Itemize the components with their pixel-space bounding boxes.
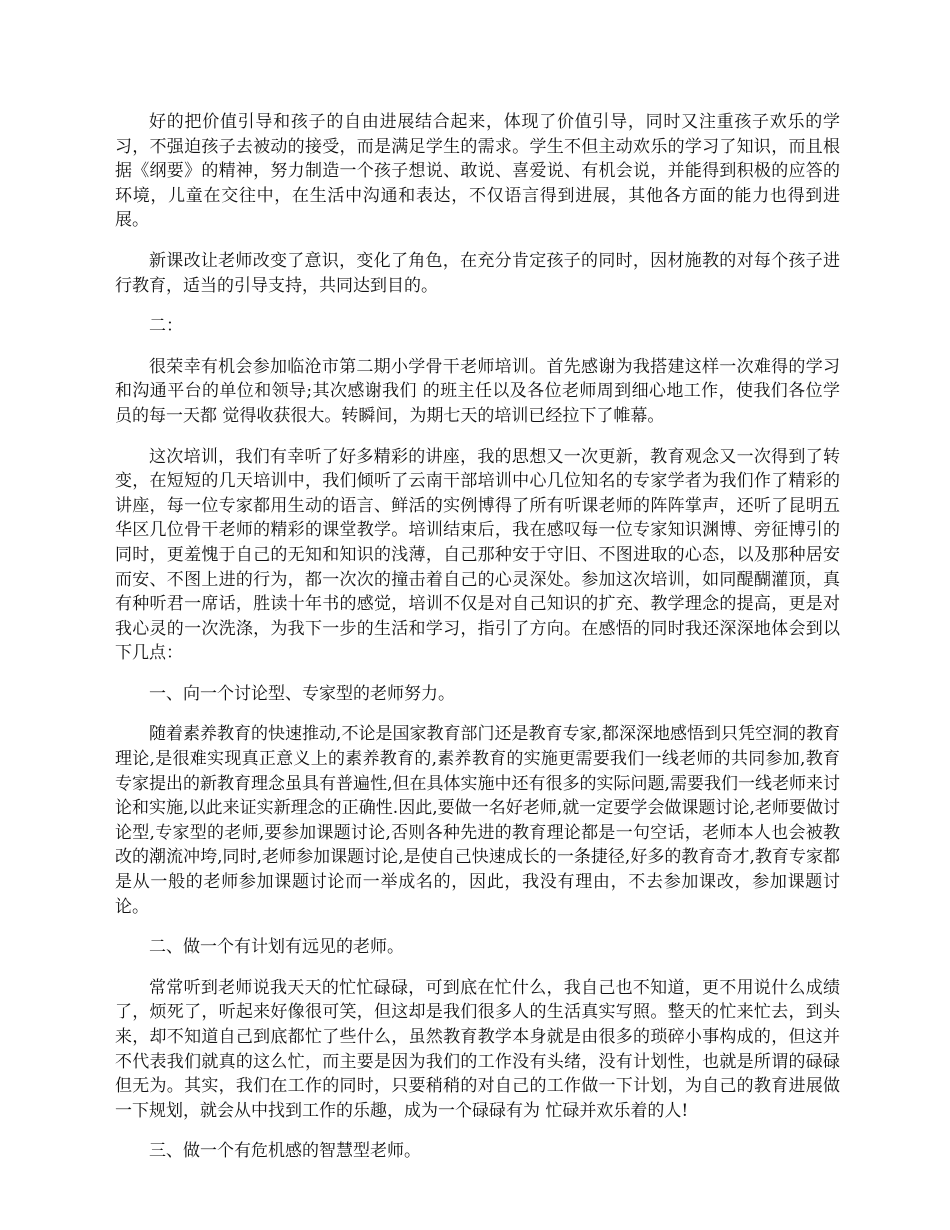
- paragraph-training-reflection: 这次培训，我们有幸听了好多精彩的讲座，我的思想又一次更新，教育观念又一次得到了转变，在短短的几天培训中，我们倾听了云南干部培训中心几位知名的专家学者为我们作了精彩的讲座，每一位专家都用生动的语言、鲜活的实例博得了所有听课老师的阵阵掌声，还听了昆明五华区几位骨干老师的精彩的课堂教学。培训结束后，我在感叹每一位专家知识渊博、旁征博引的同时，更羞愧于自己的无知和知识的浅薄，自己那种安于守旧、不图进取的心态，以及那种居安而安、不图上进的行为，都一次次的撞击着自己的心灵深处。参加这次培训，如同醍醐灌顶，真有种听君一席话，胜读十年书的感觉，培训不仅是对自己知识的扩充、教学理念的提高，更是对我心灵的一次洗涤，为我下一步的生活和学习，指引了方向。在感悟的同时我还深深地体会到以下几点：: [115, 446, 840, 664]
- point-two-heading: 二、做一个有计划有远见的老师。: [149, 937, 404, 958]
- section-two-heading: 二：: [149, 316, 183, 337]
- paragraph-research-teacher: 随着素养教育的快速推动,不论是国家教育部门还是教育专家,都深深地感悟到只凭空洞的教育理论,是很难实现真正意义上的素养教育的,素养教育的实施更需要我们一线老师的共同参加,教育专家提出的新教育理念虽具有普遍性,但在具体实施中还有很多的实际问题,需要我们一线老师来讨论和实施,以此来证实新理念的正确性.因此,要做一名好老师,就一定要学会做课题讨论,老师要做讨论型,专家型的老师,要参加课题讨论,否则各种先进的教育理论都是一句空话，老师本人也会被教改的潮流冲垮,同时,老师参加课题讨论,是使自己快速成长的一条捷径,好多的教育奇才,教育专家都是从一般的老师参加课题讨论而一举成名的，因此，我没有理由，不去参加课改，参加课题讨论。: [115, 724, 840, 917]
- paragraph-value-guidance: 好的把价值引导和孩子的自由进展结合起来，体现了价值引导，同时又注重孩子欢乐的学习，不强迫孩子去被动的接受，而是满足学生的需求。学生不但主动欢乐的学习了知识，而且根据《纲要》的精神，努力制造一个孩子想说、敢说、喜爱说、有机会说，并能得到积极的应答的环境，儿童在交往中，在生活中沟通和表达，不仅语言得到进展，其他各方面的能力也得到进展。: [115, 112, 840, 231]
- point-three-heading: 三、做一个有危机感的智慧型老师。: [149, 1141, 421, 1162]
- paragraph-planning-teacher: 常常听到老师说我天天的忙忙碌碌，可到底在忙什么，我自己也不知道，更不用说什么成绩了，烦死了，听起来好像很可笑，但这却是我们很多人的生活真实写照。整天的忙来忙去，到头来，却不知道自己到底都忙了些什么，虽然教育教学本身就是由很多的琐碎小事构成的，但这并不代表我们就真的这么忙，而主要是因为我们的工作没有头绪，没有计划性，也就是所谓的碌碌但无为。其实，我们在工作的同时，只要稍稍的对自己的工作做一下计划，为自己的教育进展做一下规划，就会从中找到工作的乐趣，成为一个碌碌有为 忙碌并欢乐着的人!: [115, 977, 840, 1121]
- point-one-heading: 一、向一个讨论型、专家型的老师努力。: [149, 683, 455, 704]
- document-body: [115, 110, 840, 1180]
- paragraph-new-curriculum: 新课改让老师改变了意识，变化了角色，在充分肯定孩子的同时，因材施教的对每个孩子进行教育，适当的引导支持，共同达到目的。: [115, 250, 840, 296]
- paragraph-training-intro: 很荣幸有机会参加临沧市第二期小学骨干老师培训。首先感谢为我搭建这样一次难得的学习和沟通平台的单位和领导;其次感谢我们 的班主任以及各位老师周到细心地工作，使我们各位学员的每一天都 觉得收获很大。转瞬间，为期七天的培训已经拉下了帷幕。: [115, 356, 840, 426]
